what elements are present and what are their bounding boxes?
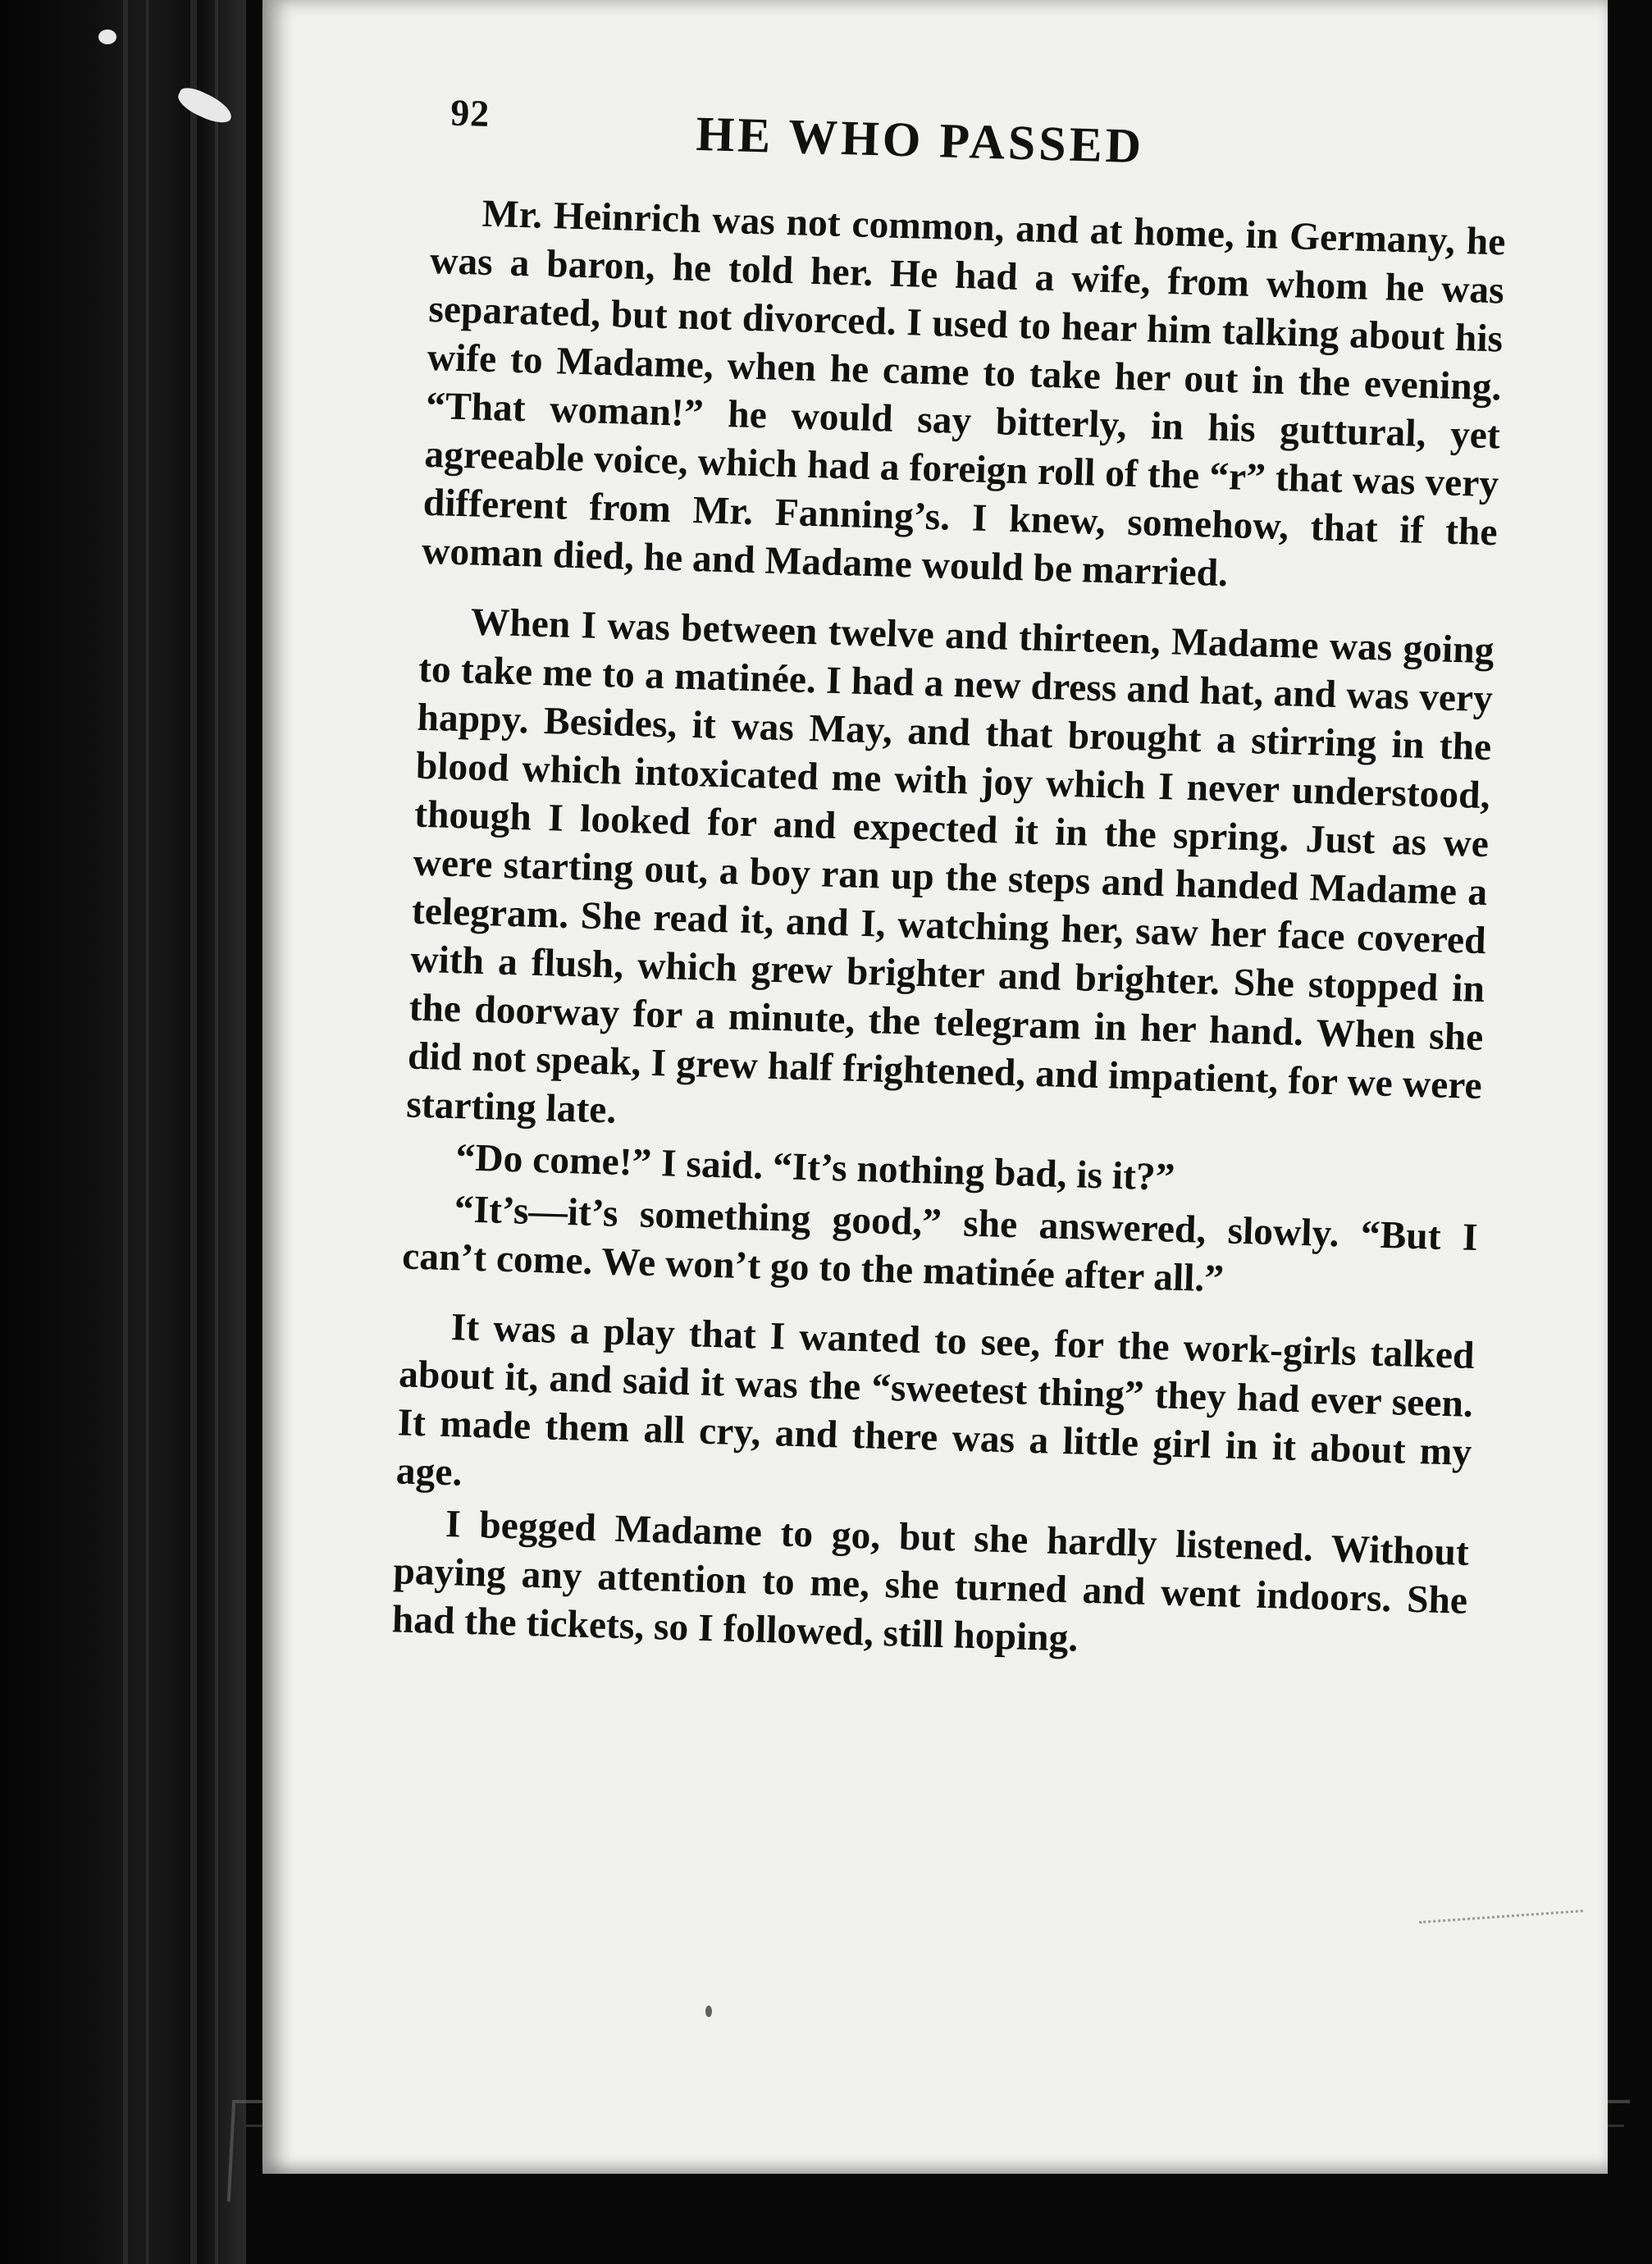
paragraph: I begged Madame to go, but she hardly listened. Without paying any attention to me, she turned and went indoors. She had the tickets, so I followed, still hoping. (391, 1503, 1470, 1660)
scan-dust (705, 2006, 712, 2017)
running-title: HE WHO PASSED (695, 106, 1145, 174)
gutter-streak (123, 0, 128, 2264)
gutter-streak (146, 0, 148, 2264)
gutter-streak (190, 0, 197, 2264)
book-page (262, 0, 1608, 2174)
gutter-streak (215, 0, 218, 2264)
paragraph: When I was between twelve and thirteen, Madame was going to take me to a matinée. I had a new dress and hat, and was very happy. Besides, it was May, and that brought a stirring in the blood which intoxicated me with joy which I never understood, though I looked for and expected it in the spring. Just as we were starting out, a boy ran up the steps and handed Madame a telegram. She read it, and I, watching her, saw her face covered with a flush, which grew brighter and brighter. She stopped in the doorway for a minute, the telegram in her hand. When she did not speak, I grew half frightened, and impatient, for we were starting late. (405, 600, 1495, 1132)
page-number: 92 (450, 91, 491, 135)
dialogue-line: “It’s—it’s something good,” she answered, slowly. “But I can’t come. We won’t go to the matinée after all.” (401, 1188, 1479, 1301)
scan-dotted-mark (1419, 1910, 1583, 1924)
scan-fleck (98, 30, 116, 44)
page-text-block (391, 90, 1508, 1674)
paragraph: It was a play that I wanted to see, for the work-girls talked about it, and said it was the “sweetest thing” they had ever seen. It made them all cry, and there was a little girl in it about my age. (395, 1306, 1476, 1495)
paragraph: Mr. Heinrich was not common, and at home, in Germany, he was a baron, he told her. He had a wife, from whom he was separated, but not divorced. I used to hear him talking about his wife to Madame, when he came to take her out in the evening. “That woman!” he would say bitterly, in his guttural, yet agreeable voice, which had a foreign roll of the “r” that was very different from Mr. Fanning’s. I knew, somehow, that if the woman died, he and Madame would be married. (421, 192, 1507, 596)
dialogue-line: “Do come!” I said. “It’s nothing bad, is it?” (454, 1136, 1176, 1199)
